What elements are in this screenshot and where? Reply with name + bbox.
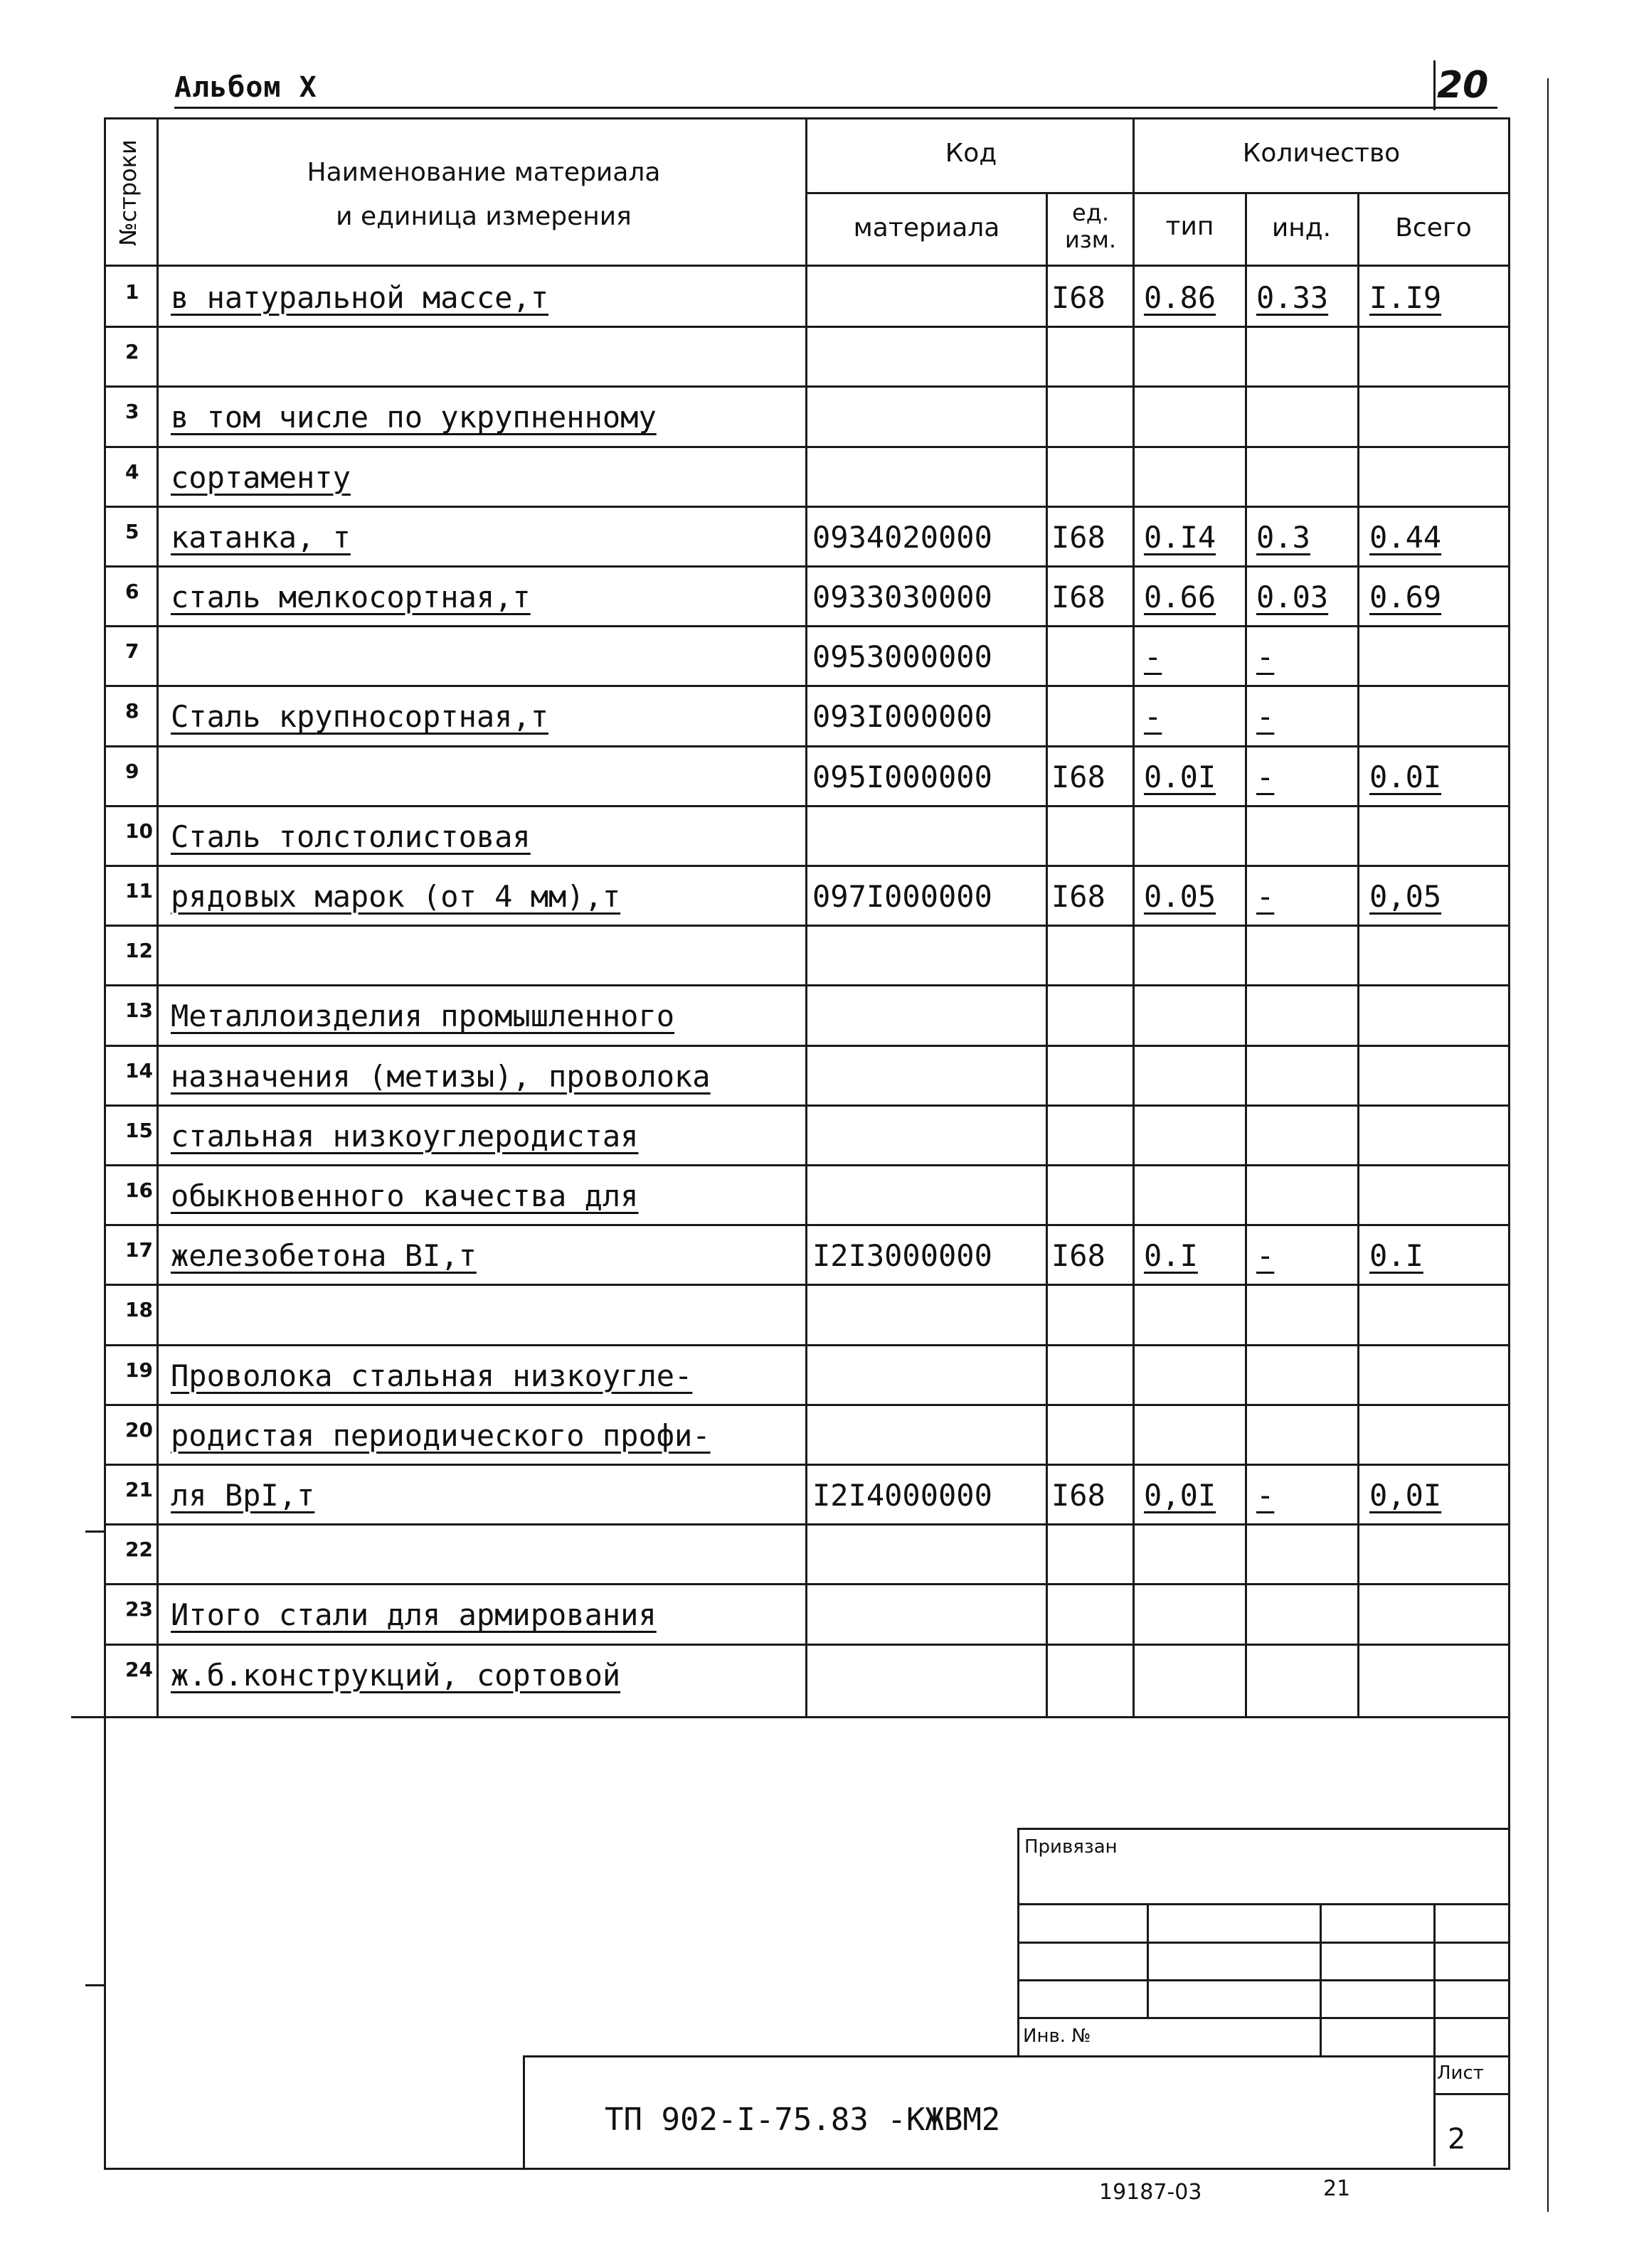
qty-ind: - [1256, 1478, 1275, 1513]
qty-type: 0.0I [1144, 759, 1216, 794]
name-header-line1: Наименование материала [307, 158, 661, 187]
qty-ind: - [1256, 639, 1275, 675]
total-header: Всего [1395, 213, 1472, 243]
row-number-header [104, 119, 152, 266]
unit-code: I68 [1051, 1238, 1105, 1274]
album-title: Альбом X [174, 71, 317, 104]
col-rule-name [805, 117, 807, 1718]
row-rule [104, 1164, 1510, 1166]
material-code: 095I000000 [812, 759, 992, 794]
material-name: сортаменту [171, 459, 351, 495]
qty-type: 0.I [1144, 1238, 1198, 1274]
row-rule [104, 385, 1510, 388]
type-header: тип [1165, 212, 1214, 241]
qty-type: - [1144, 699, 1162, 735]
row-rule [104, 865, 1510, 867]
qty-type: - [1144, 639, 1162, 675]
doc-box-top-rule [523, 2055, 1508, 2057]
row-rule [104, 446, 1510, 448]
row-number: 18 [125, 1298, 153, 1322]
margin-tick-2 [85, 1984, 105, 1986]
row-rule [104, 745, 1510, 747]
unit-code: I68 [1051, 580, 1105, 614]
row-rule [104, 925, 1510, 927]
material-name: Металлоизделия промышленного [171, 999, 675, 1034]
row-number: 6 [125, 580, 139, 603]
material-name: рядовых марок (от 4 мм),т [171, 879, 621, 914]
row-number: 12 [125, 939, 153, 963]
header-mid-rule [807, 192, 1508, 194]
qty-type: 0,0I [1144, 1478, 1216, 1513]
list-box-rule [1433, 2093, 1508, 2095]
row-rule [104, 1404, 1510, 1406]
row-number: 17 [125, 1238, 153, 1262]
archive-number: 19187-03 [1099, 2180, 1202, 2205]
margin-line [1547, 78, 1549, 2212]
qty-total: 0.44 [1369, 519, 1442, 555]
unit-header-line2: изм. [1064, 226, 1117, 253]
row-number: 22 [125, 1538, 153, 1562]
stamp-col-3 [1433, 1903, 1436, 2166]
row-number: 23 [125, 1597, 153, 1622]
col-rule-ind [1357, 192, 1359, 1718]
code-header: Код [945, 139, 997, 168]
row-rule [104, 1583, 1510, 1585]
material-name: Сталь крупносортная,т [171, 699, 549, 735]
row-rule [104, 685, 1510, 687]
qty-type: 0.86 [1144, 280, 1216, 315]
material-name: Проволока стальная низкоугле- [171, 1358, 693, 1393]
qty-ind: - [1256, 699, 1275, 735]
row-rule [104, 506, 1510, 508]
qty-ind: 0.03 [1256, 580, 1329, 614]
material-name: Сталь толстолистовая [171, 819, 531, 854]
material-name: в натуральной массе,т [171, 280, 549, 315]
qty-ind: 0.33 [1256, 280, 1329, 315]
material-name: в том числе по укрупненному [171, 400, 657, 435]
material-code: I2I4000000 [812, 1478, 992, 1513]
material-code: 0934020000 [812, 519, 992, 555]
row-number: 11 [125, 879, 153, 903]
row-number: 14 [125, 1058, 153, 1082]
material-name: катанка, т [171, 519, 351, 555]
material-code: I2I3000000 [812, 1238, 992, 1274]
unit-code: I68 [1051, 519, 1105, 555]
unit-code: I68 [1051, 759, 1105, 794]
document-code: ТП 902-I-75.83 -КЖВМ2 [605, 2102, 1001, 2138]
qty-type: 0.66 [1144, 580, 1216, 614]
material-name: стальная низкоуглеродистая [171, 1118, 639, 1154]
row-number-header-label: №строки [115, 139, 142, 246]
material-code: 097I000000 [812, 879, 992, 914]
row-rule [104, 1224, 1510, 1226]
material-code: 0933030000 [812, 580, 992, 614]
doc-box-left-rule [523, 2055, 525, 2169]
list-label: Лист [1437, 2062, 1484, 2084]
title-rule [174, 107, 1497, 109]
row-rule [104, 1464, 1510, 1466]
row-rule [104, 1104, 1510, 1107]
row-number: 10 [125, 819, 153, 843]
qty-total: 0.I [1369, 1238, 1423, 1274]
material-code: 0953000000 [812, 639, 992, 675]
ind-header: инд. [1271, 213, 1332, 243]
row-rule [104, 1523, 1510, 1526]
material-code: 093I000000 [812, 699, 992, 735]
row-number: 7 [125, 639, 139, 664]
row-rule [104, 326, 1510, 328]
sheet-number: 20 [1437, 64, 1489, 107]
qty-ind: - [1256, 879, 1275, 914]
row-number: 20 [125, 1417, 153, 1442]
row-number: 5 [125, 519, 139, 543]
name-header-line2: и единица измерения [336, 202, 632, 231]
row-number: 19 [125, 1358, 153, 1382]
material-name: ж.б.конструкций, сортовой [171, 1657, 621, 1693]
frame-bottom [104, 2168, 1510, 2170]
row-number: 13 [125, 999, 153, 1023]
sheet-number-divider [1433, 60, 1436, 110]
unit-header-line1: ед. [1072, 199, 1109, 226]
stamp-top-rule [1017, 1828, 1508, 1830]
unit-code: I68 [1051, 280, 1105, 315]
col-rule-type [1245, 192, 1247, 1718]
material-name: родистая периодического профи- [171, 1417, 711, 1453]
row-rule [104, 984, 1510, 986]
row-number: 8 [125, 699, 139, 723]
qty-ind: - [1256, 1238, 1275, 1274]
qty-total: 0,05 [1369, 879, 1442, 914]
row-number: 9 [125, 759, 139, 783]
row-number: 4 [125, 459, 139, 484]
quantity-header: Количество [1242, 139, 1401, 168]
qty-total: 0.69 [1369, 580, 1442, 614]
margin-tick-1 [85, 1530, 105, 1533]
material-name: железобетона BI,т [171, 1238, 477, 1274]
row-number: 24 [125, 1657, 153, 1681]
row-rule [104, 805, 1510, 807]
unit-code: I68 [1051, 879, 1105, 914]
inv-no-label: Инв. № [1023, 2025, 1091, 2047]
frame-left [104, 117, 106, 2169]
row-number: 21 [125, 1478, 153, 1501]
stamp-col-1 [1147, 1903, 1149, 2017]
qty-total: I.I9 [1369, 280, 1442, 315]
row-number: 15 [125, 1118, 153, 1142]
material-name: Итого стали для армирования [171, 1597, 657, 1633]
row-number: 3 [125, 400, 139, 424]
row-number: 1 [125, 280, 139, 304]
row-rule [104, 565, 1510, 568]
qty-ind: 0.3 [1256, 519, 1310, 555]
row-rule [104, 625, 1510, 627]
unit-code: I68 [1051, 1478, 1105, 1513]
privyazan-label: Привязан [1024, 1836, 1118, 1858]
col-rule-unit [1133, 117, 1135, 1718]
list-value: 2 [1448, 2123, 1466, 2156]
qty-ind: - [1256, 759, 1275, 794]
footer-page: 21 [1323, 2176, 1351, 2201]
row-number: 2 [125, 340, 139, 364]
table-bottom-rule [71, 1716, 1510, 1718]
material-name: сталь мелкосортная,т [171, 580, 531, 614]
material-name: ля BpI,т [171, 1478, 315, 1513]
qty-total: 0.0I [1369, 759, 1442, 794]
col-rule-code [1046, 192, 1048, 1718]
qty-type: 0.I4 [1144, 519, 1216, 555]
frame-right [1508, 117, 1510, 2169]
row-rule [104, 1344, 1510, 1346]
row-rule [104, 1644, 1510, 1646]
row-rule [104, 1045, 1510, 1047]
col-rule-rownum [157, 117, 159, 1718]
material-header: материала [853, 213, 1000, 243]
row-number: 16 [125, 1178, 153, 1202]
qty-type: 0.05 [1144, 879, 1216, 914]
material-name: назначения (метизы), проволока [171, 1058, 711, 1094]
qty-total: 0,0I [1369, 1478, 1442, 1513]
material-name: обыкновенного качества для [171, 1178, 639, 1213]
row-rule [104, 1284, 1510, 1286]
stamp-col-2 [1320, 1903, 1322, 2055]
